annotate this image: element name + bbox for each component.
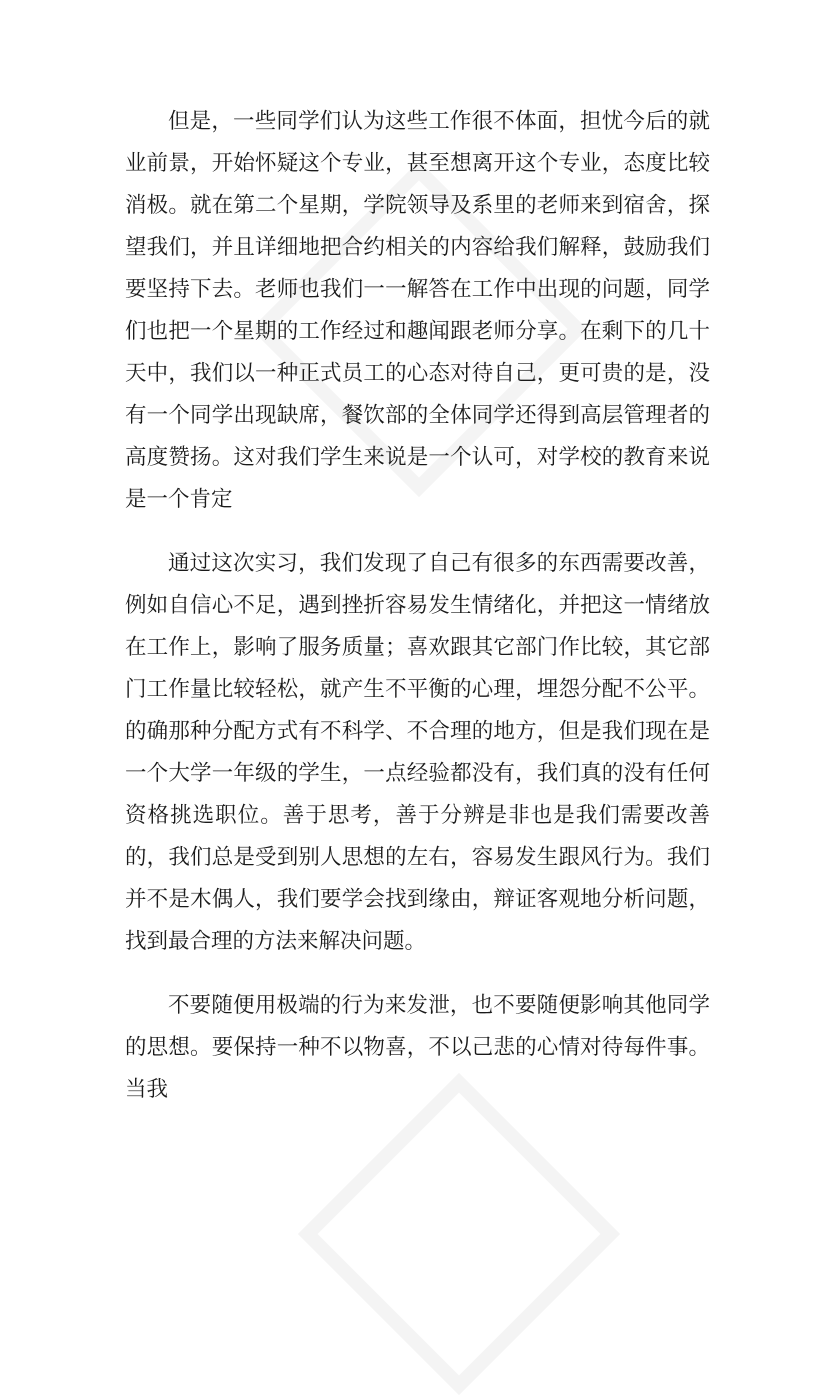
paragraph-1: 但是，一些同学们认为这些工作很不体面，担忧今后的就业前景，开始怀疑这个专业，甚至想离开这个专业，态度比较消极。就在第二个星期，学院领导及系里的老师来到宿舍，探望我们，并且详细地把合约相关的内容给我们解释，鼓励我们要坚持下去。老师也我们一一解答在工作中出现的问题，同学们也把一个星期的工作经过和趣闻跟老师分享。在剩下的几十天中，我们以一种正式员工的心态对待自己，更可贵的是，没有一个同学出现缺席，餐饮部的全体同学还得到高层管理者的高度赞扬。这对我们学生来说是一个认可，对学校的教育来说是一个肯定 (125, 109, 710, 512)
watermark-stamp-icon (298, 1073, 620, 1395)
paragraph-3: 不要随便用极端的行为来发泄，也不要随便影响其他同学的思想。要保持一种不以物喜，不以己悲的心情对待每件事。当我 (125, 993, 710, 1102)
document-body (125, 101, 710, 1111)
paragraph-2: 通过这次实习，我们发现了自己有很多的东西需要改善，例如自信心不足，遇到挫折容易发生情绪化，并把这一情绪放在工作上，影响了服务质量；喜欢跟其它部门作比较，其它部门工作量比较轻松，就产生不平衡的心理，埋怨分配不公平。的确那种分配方式有不科学、不合理的地方，但是我们现在是一个大学一年级的学生，一点经验都没有，我们真的没有任何资格挑选职位。善于思考，善于分辨是非也是我们需要改善的，我们总是受到别人思想的左右，容易发生跟风行为。我们并不是木偶人，我们要学会找到缘由，辩证客观地分析问题，找到最合理的方法来解决问题。 (125, 551, 710, 954)
